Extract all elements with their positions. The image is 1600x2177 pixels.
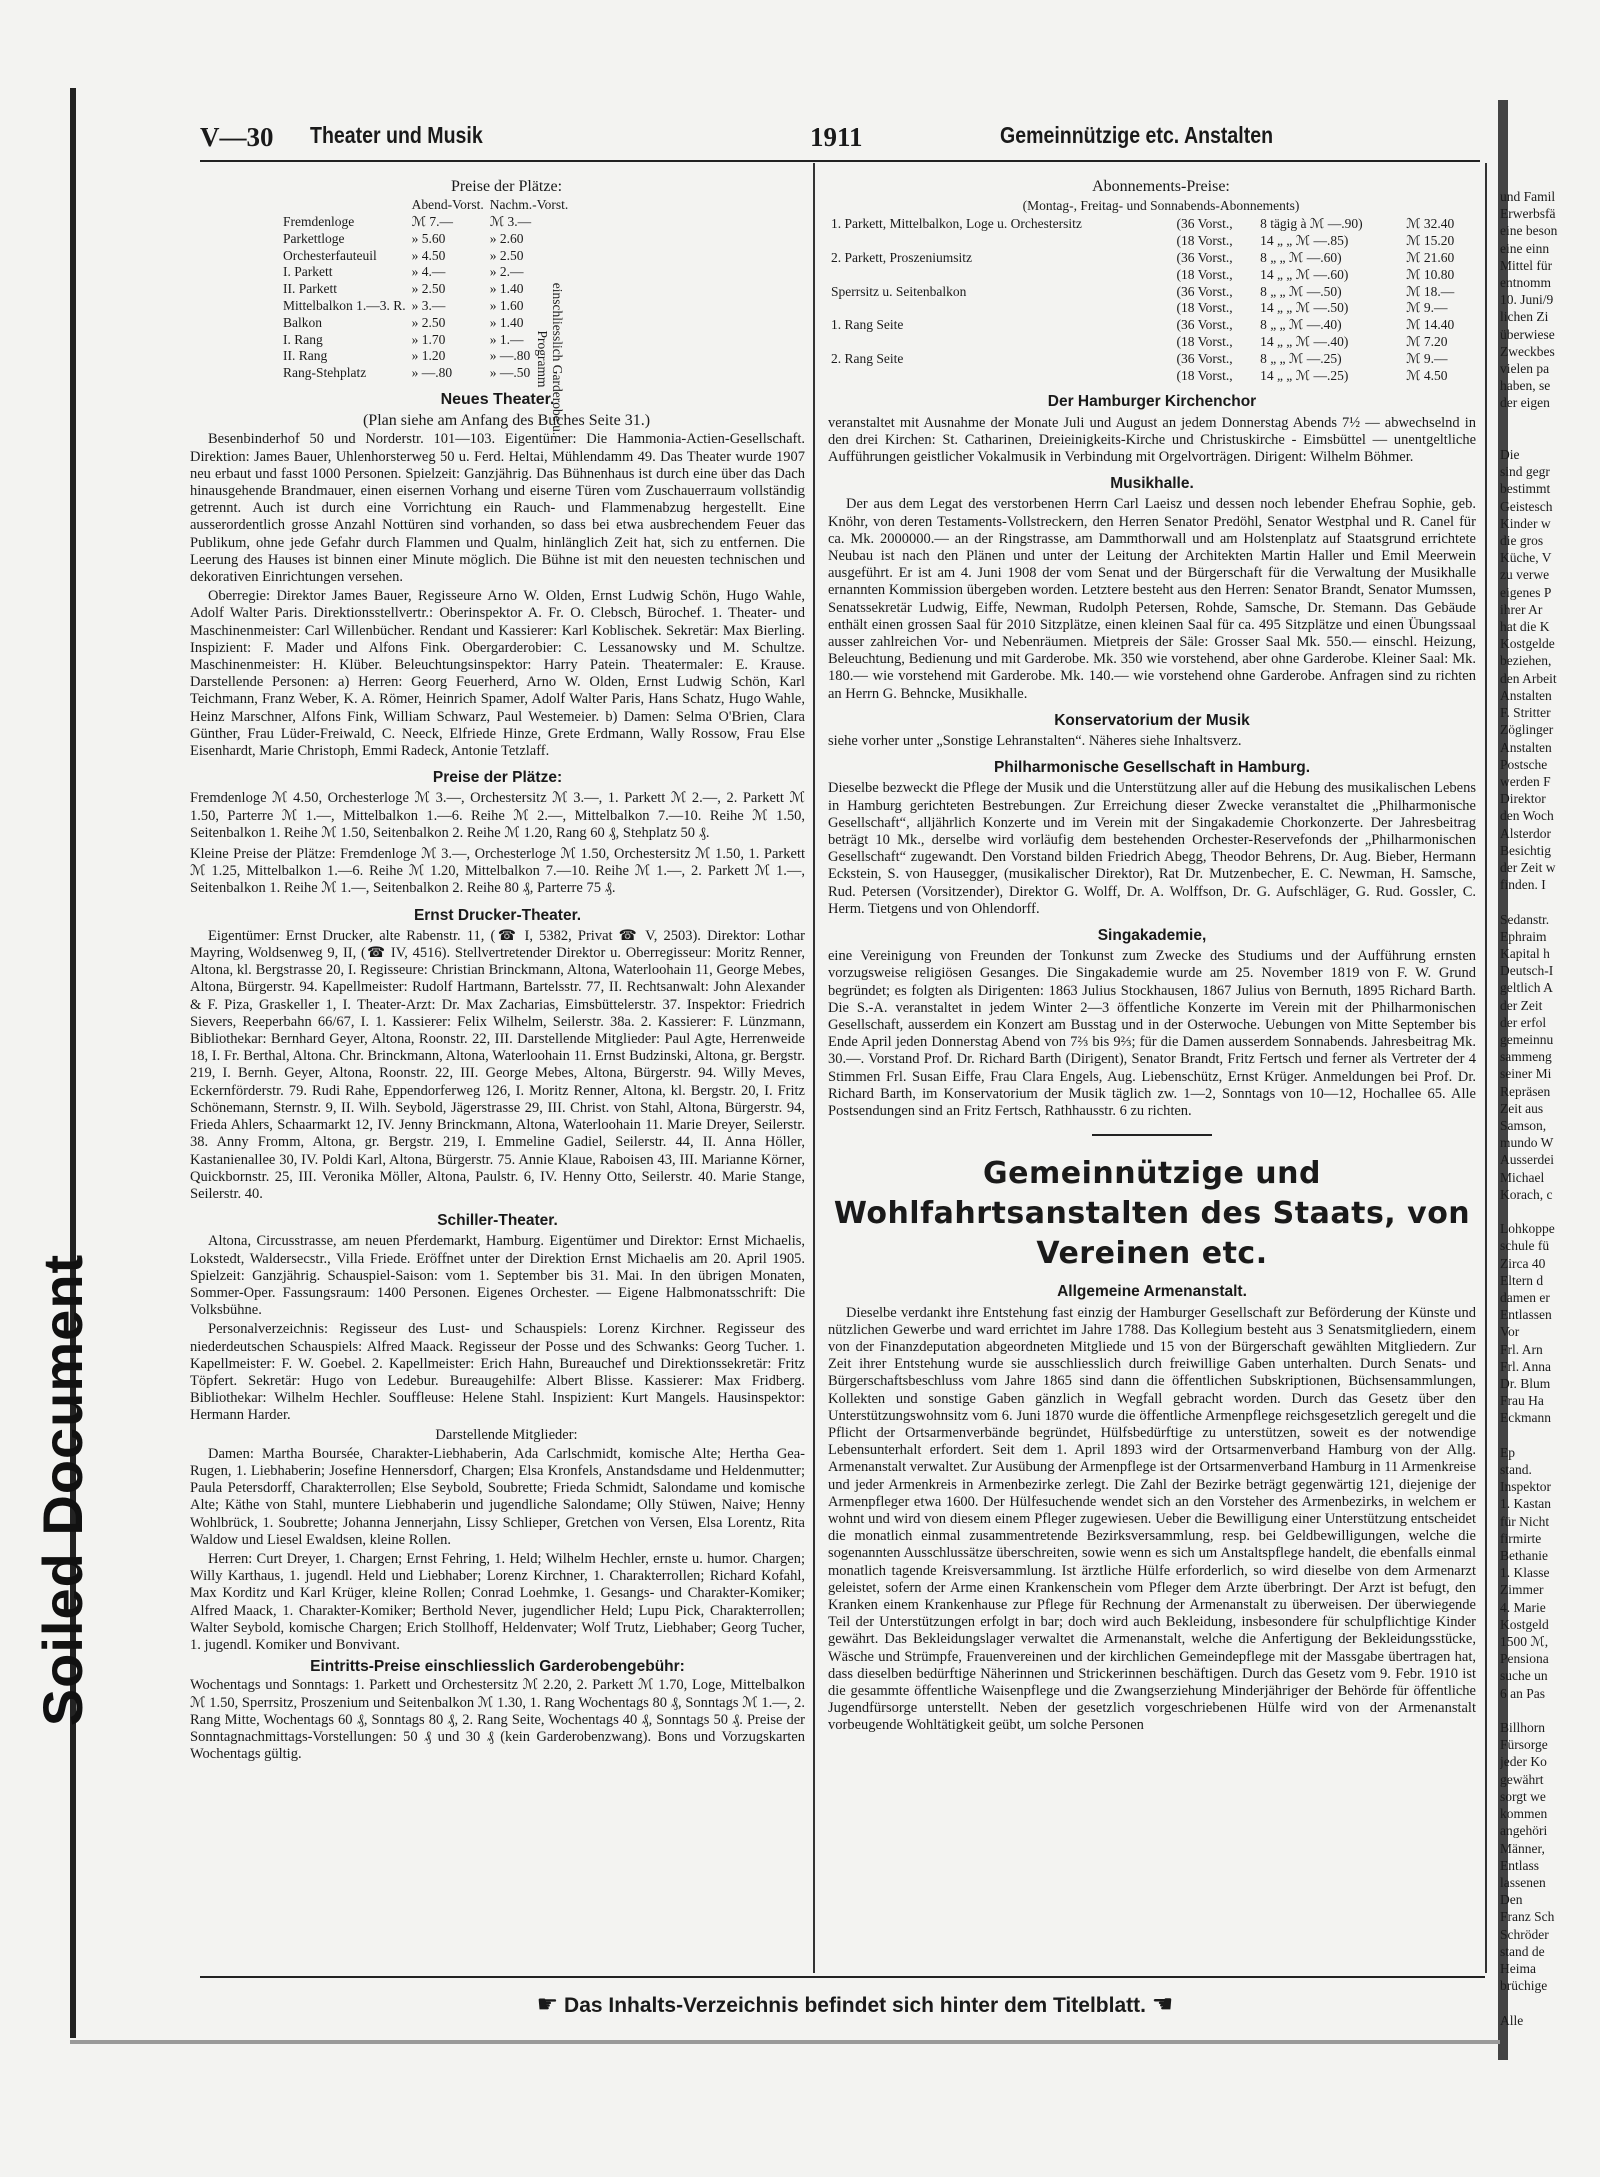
table-row: Balkon » 2.50 » 1.40 [283,314,524,330]
fragment-line: Kinder w [1500,515,1551,531]
section-title-schiller: Schiller-Theater. [437,1212,558,1230]
column-header: Nachm.-Vorst. [489,197,569,213]
fragment-line: Heima [1500,1960,1536,1976]
column-header: Abend-Vorst. [411,197,484,213]
fragment-line: Kostgeld [1500,1616,1549,1632]
fragment-line: Vor [1500,1324,1520,1340]
table-row: (18 Vorst., 14 „ „ ℳ —.40) ℳ 7.20 [1176,333,1448,349]
fragment-line: hat die K [1500,619,1550,635]
fragment-line [1500,1203,1595,1220]
table-row: Mittelbalkon 1.—3. R. » 3.— » 1.60 [283,297,524,313]
fragment-line: überwiese [1500,326,1555,342]
paragraph: eine Vereinigung von Freunden der Tonkunst zum Zwecke des Studiums und der Aufführung ernsten vorzugsweise religiösen Gesanges. Die Singakademie wurde am 25. November 1819 von F. W. Grund begründet; es folgten als Dirigenten: 1863 Julius Stockhausen, 1867 Julius von Bernuth, 1895 Richard Barth. Die S.-A. veranstaltet in jedem Winter 2—3 öffentliche Konzerte im Verein mit der Philharmonischen Gesellschaft, ausserdem ein Konzert am Busstag und in der Osterwoche. Uebungen von Mitte September bis Ende April jeden Donnerstag Abend von 7⅔ bis 9⅔; für die Damen ausserdem Sonnabends. Jahresbeitrag Mk. 30.—. Vorstand Prof. Dr. Richard Barth (Dirigent), Senator Brandt, Fritz Fertsch und ferner als Vertreter der 4 Stimmen Frl. Susan Eiffe, Frau Clara Engels, Aug. Liebenschütz, Ernst Krüger. Anmeldungen bei Prof. Dr. Richard Barth, im Konservatorium der Musik täglich zw. 1—2, Sonntags von 10—12, Hochallee 65. Alle Postsendungen sind an Fritz Fertsch, Rathhausstr. 6 zu richten. [828,948,1476,1120]
table-row: Fremdenloge ℳ 7.— ℳ 3.— [283,214,532,229]
fragment-line: Korach, c [1500,1186,1553,1202]
right-column-fragment [1500,188,1595,2029]
fragment-line: brüchige [1500,1978,1548,1994]
pointing-hand-right-icon: ☛ [536,1991,559,2018]
fragment-line: Kostgelde [1500,636,1555,652]
fragment-line: Michael [1500,1169,1545,1185]
fragment-line: Erwerbsfä [1500,206,1556,222]
fragment-line: Alsterdor [1500,825,1551,841]
fragment-line: eine einn [1500,240,1550,256]
fragment-line: Direktor [1500,791,1546,807]
paragraph: Personalverzeichnis: Regisseur des Lust- und Schauspiels: Lorenz Kirchner. Regisseur des niederdeutschen Schauspiels: Alfred Maack. Regisseur der Posse und des Schwanks: Georg Tucher. 1. Kapellmeister: F. W. Goebel. 2. Kapellmeister: Erich Hahn, Bureauchef und Direktionssekretär: Fritz Töpfert. Sekretär: Hugo von Ledebur. Bureaugehilfe: Albert Blisse. Kassierer: Max Fridberg. Bibliothekar: Wilhelm Hechler. Souffleuse: Helene Stahl. Inspizient: Kurt Mangels. Hausinspektor: Hermann Harder. [190,1321,805,1424]
fragment-line: Alle [1500,2012,1524,2028]
fragment-line: Den [1500,1892,1523,1908]
fragment-line: werden F [1500,773,1551,789]
scan-edge-left [70,88,76,2038]
fragment-line: gemeinnu [1500,1031,1554,1047]
fragment-line: Frl. Arn [1500,1341,1543,1357]
header-year: 1911 [810,122,863,152]
fragment-line: 4. Marie [1500,1599,1546,1615]
fragment-line: Entlassen [1500,1307,1552,1323]
fragment-line: Ephraim [1500,928,1547,944]
paragraph: siehe vorher unter „Sonstige Lehranstalten“. Näheres siehe Inhaltsverz. [828,733,1242,750]
fragment-line: damen er [1500,1290,1550,1305]
fragment-line: firmirte [1500,1530,1542,1546]
footer-note [280,1990,1430,2019]
table-row: 2. Rang Seite (36 Vorst., 8 „ „ ℳ —.25) ℳ 9.— [831,350,1448,366]
fragment-line: Geistesch [1500,498,1553,514]
fragment-line: suche un [1500,1668,1548,1684]
table-row: (18 Vorst., 14 „ „ ℳ —.85) ℳ 15.20 [1176,233,1455,249]
soiled-document-stamp: Soiled Document [31,1253,94,1727]
section-title-neues-theater: Neues Theater. [440,390,555,408]
fragment-line: der Zeit [1500,997,1543,1013]
paragraph: Oberregie: Direktor James Bauer, Regisseure Arno W. Olden, Ernst Ludwig Schön, Hugo Wahle, Adolf Walter Paris. Direktionsstellvertr.: Oberinspektor A. Fr. O. Clebsch, Bürochef. 1. Theater- und Maschinenmeister: Carl Willenbücher. Rendant und Kassierer: Karl Koblischek. Sekretär: Max Bierling. Inspizient: F. Mader und Alfons Fink. Obergarderobier: C. Lessanowsky und M. Schultze. Maschinenmeister: H. Klüber. Beleuchtungsinspektor: Harry Patein. Theatermaler: E. Krause. Darstellende Personen: a) Herren: Georg Feuerherd, Arno W. Olden, Ernst Ludwig Schön, Karl Teichmann, Franz Weber, K. A. Römer, Heinrich Spamer, Adolf Walter Paris, Hans Schatz, Hugo Wahle, Heinz Marschner, Alfons Fink, William Schwarz, Paul Westemeier. b) Damen: Selma O'Brien, Clara Günther, Frau Lüder-Freiwald, C. Neeck, Elfriede Hinze, Grete Erdmann, Wally Rossow, Frau Else Eisenhardt, Marie Christoph, Emmi Radeck, Antonie Tetzlaff. [190,588,805,760]
fragment-line: Deutsch-I [1500,963,1554,979]
paragraph: Dieselbe verdankt ihre Entstehung fast einzig der Hamburger Gesellschaft zur Beförderung der Künste und nützlichen Gewerbe und ward errichtet im Jahre 1788. Das Kollegium besteht aus 3 Senatsmitgliedern, einem von der Finanzdeputation abgeordneten Mitgliede und 15 von der Bürgerschaft gewählten Mitgliedern. Zur Zeit ihrer Entstehung wurde sie ausschliesslich durch freiwillige Gaben unterhalten. Durch Senats- und Bürgerschaftsbeschluss vom Jahre 1865 sind dann die öffentlichen Subskriptionen, Büchsensammlungen, Kollekten und sonstige Gaben gänzlich in Wegfall gebracht worden. Durch das Gesetz über den Unterstützungswohnsitz vom 6. Juni 1870 wurde die öffentliche Armenpflege reichsgesetzlich geregelt und die Pflicht der Ortsarmenverbände begründet, Hülfsbedürftige zu unterstützen, soweit es der notwendige Lebensunterhalt erfordert. Seit dem 1. April 1893 wird der Ortsarmenverband Hamburg von der Allg. Armenanstalt verwaltet. Zur Ausübung der Armenpflege ist der Ortsarmenverband Hamburg in 11 Armenkreise und jeder Armenkreis in Armenbezirke zerlegt. Die Zahl der Bezirke beträgt gegenwärtig 121, diejenige der Armenpfleger etwa 1600. Der Hülfesuchende wendet sich an den Vorsteher des Armenbezirks, in welchem er wohnt und wird von diesem einem Pfleger zugewiesen. Ueber die Bewilligung einer Unterstützung entscheidet die monatlich einmal zusammentretende Bezirksversammlung, resp. bei Geldbewilligungen, welche die sogenannten Ausschlussätze überschreiten, sowie wenn es sich um Anstaltspflege handelt, die ebenfalls einmal monatlich tagende Kreisversammlung. Ist ärztliche Hülfe erforderlich, so wird dieselbe von dem Armenarzt geleistet, sofern der Arme einen Krankenschein vom Pfleger dem Arzte überbringt. Der Arzt ist befugt, den Kranken einem Krankenhause zur Pflege für Rechnung der Armenanstalt zu überweisen. Der überwiegende Teil der Unterstützungen erfolgt in bar; doch wird auch Bekleidung, insbesondere für schulpflichtige Kinder gewährt. Das Bekleidungslager verwaltet die Armenanstalt, welche die Anfertigung der Bekleidungsstücke, Wäsche und Strümpfe, Frauenvereinen und der kirchlichen Gemeindepflege mit der Massgabe übertragen hat, dass dieselben bedürftige Näherinnen und Strickerinnen beschäftigen. Durch das Gesetz vom 9. Febr. 1910 ist die gesammte öffentliche Waisenpflege und die Zwangserziehung Minderjähriger der Behörde für öffentliche Jugendfürsorge unterstellt. Neben der gesetzlich vorgeschriebenen Hülfe wird von der Armenanstalt vorbeugende Wohltätigkeit geübt, um solche Personen [828,1304,1476,1734]
fragment-line: vielen pa [1500,361,1550,377]
fragment-line: beziehen, [1500,653,1552,669]
table-row: (18 Vorst., 14 „ „ ℳ —.60) ℳ 10.80 [1176,266,1455,282]
table-row: (18 Vorst., 14 „ „ ℳ —.25) ℳ 4.50 [1176,367,1448,383]
neues-theater-subtitle: (Plan siehe am Anfang des Buches Seite 31.) [362,412,651,430]
price-table-header [280,197,571,214]
fragment-line: Die [1500,447,1520,463]
fragment-line: Frau Ha [1500,1393,1544,1409]
fragment-line: mundo W [1500,1135,1554,1151]
page-number: V—30 [200,122,274,152]
fragment-line: die gros [1500,533,1544,549]
price-vertical-note: einschliesslich Garderobe u. Programm [535,282,565,436]
fragment-line: eine beson [1500,223,1558,239]
fragment-line: Postsche [1500,756,1548,772]
fragment-line: Pensiona [1500,1651,1549,1667]
fragment-line: haben, se [1500,378,1551,394]
paragraph: Besenbinderhof 50 und Norderstr. 101—103. Eigentümer: Die Hammonia-Actien-Gesellschaft. Direktion: James Bauer, Uhlenhorsterweg 50 u. Ferd. Heltai, Mühlendamm 49. Das Theater wurde 1907 neu erbaut und fasst 1000 Personen. Spielzeit: Ganzjährig. Das Bühnenhaus ist durch eine über das Dach hinausgehende Brandmauer, einen eisernen Vorhang und eiserne Türen vom Zuschauerraum vollständig getrennt. Auch ist durch eine Vorrichtung ein Rauch- und Flammenabzug hergestellt. Eine ausserordentlich grosse Anzahl Nottüren sind vorhanden, so dass bei etwa ausbrechendem Feuer das Publikum, ohne jede Gefahr durch Flammen und Qualm, hinlänglich Zeit hat, sich zu entfernen. Die Leerung des Hauses ist binnen einer Minute möglich. Die Bühne ist mit den neuesten technischen und dekorativen Einrichtungen versehen. [190,431,805,585]
footer-rule [200,1976,1485,1978]
fragment-line: F. Stritter [1500,705,1551,721]
fragment-line: Dr. Blum [1500,1376,1551,1392]
fragment-line: Inspektor [1500,1479,1551,1495]
paragraph: veranstaltet mit Ausnahme der Monate Juli und August an jedem Donnerstag Abends 7½ — abwechselnd in den drei Kirchen: St. Catharinen, Dreieinigkeits-Kirche und Christuskirche - Eimsbüttel — unentgeltliche Aufführungen geistlicher Vokalmusik in Verbindung mit Orgelvorträgen. Dirigent: Wilhelm Böhmer. [828,414,1476,465]
paragraph: Eigentümer: Ernst Drucker, alte Rabenstr. 11, (☎ I, 5382, Privat ☎ V, 2503). Direktor: Lothar Mayring, Woldsenweg 9, II, (☎ IV, 4516). Stellvertretender Direktor u. Oberregisseur: Moritz Renner, Altona, kl. Bergstrasse 20, I. Regisseure: Christian Brinckmann, Altona, Waterloohain 11, George Mebes, Altona, Bürgerstr. 94. Kapellmeister: Rudolf Hartmann, Bartelsstr. 77, II. Rechtsanwalt: John Alexander & F. Piza, Graskeller 1, I. Theater-Arzt: Dr. Max Zacharias, Eimsbüttelerstr. 37. Inspektor: Friedrich Sievers, Reeperbahn 66/67, I. 1. Kassierer: Felix Wilhelm, Seilerstr. 38a. 2. Kassierer: F. Lünzmann, Bibliothekar: Bernhard Geyer, Altona, Roonstr. 22, III. Darstellende Mitglieder: Paul Agte, Herrenweide 18, I. Fr. Berthal, Altona. Chr. Brinckmann, Altona, Waterloohain 11. Ernst Budzinski, Altona, gr. Bergstr. 219, I. Bernh. Geyer, Altona, Roonstr. 22, III. George Mebes, Altona, Bürgerstr. 94. Willy Meves, Eckernförderstr. 79. Rudi Rahe, Eppendorferweg 126, I. Moritz Renner, Altona, kl. Bergstr. 20, I. Fritz Schönemann, Sternstr. 9, II. Wilh. Seybold, Jägerstrasse 29, III. Christ. von Stahl, Altona, Bürgerstr. 94, Frieda Ahlers, Schaarmarkt 12, IV. Jenny Brinckmann, Altona, Waterloohain 11. Marie Dreyer, Seilerstr. 38. Anny Fromm, Altona, gr. Bergstr. 219, I. Emmeline Gadiel, Seilerstr. 44, II. Anna Höller, Kastanienallee 30, IV. Poldi Karl, Altona, Bürgerstr. 75. Annie Klaue, Raboisen 43, III. Marianne Körner, Quickbornstr. 25, III. Veronika Möller, Altona, Paulstr. 6, IV. Henny Otto, Seilerstr. 40. Marie Stange, Seilerstr. 40. [190,927,805,1202]
fragment-line: angehöri [1500,1823,1548,1839]
members-heading: Darstellende Mitglieder: [435,1426,578,1443]
fragment-line [1500,1994,1595,2011]
middle-column [828,178,1476,1737]
fragment-line [1500,412,1595,429]
fragment-line: Zweckbes [1500,343,1555,359]
fragment-line: der eigen [1500,395,1550,411]
fragment-line: Repräsen [1500,1083,1551,1099]
fragment-line: stand de [1500,1943,1545,1959]
fragment-line: Frl. Anna [1500,1358,1552,1374]
table-row: II. Parkett » 2.50 » 1.40 [283,281,524,297]
table-row: (18 Vorst., 14 „ „ ℳ —.50) ℳ 9.— [1176,300,1448,316]
fragment-line: sammeng [1500,1049,1552,1065]
fragment-line: ihrer Ar [1500,601,1543,617]
column-rule [1485,163,1487,1973]
price-heading: Preise der Plätze: [450,178,563,195]
table-row: Orchesterfauteuil » 4.50 » 2.50 [283,247,524,263]
fragment-line: Billhorn [1500,1720,1546,1736]
table-row: 2. Parkett, Proszeniumsitz (36 Vorst., 8 „ „ ℳ —.60) ℳ 21.60 [831,250,1455,265]
section-title-musikhalle: Musikhalle. [1110,475,1194,493]
document-page [180,118,1558,2038]
fragment-line: zu verwe [1500,567,1550,583]
fragment-line: 1. Klasse [1500,1565,1550,1581]
fragment-line: sorgt we [1500,1788,1546,1804]
section-title-philharmonie: Philharmonische Gesellschaft in Hamburg. [993,759,1311,777]
paragraph: Dieselbe bezweckt die Pflege der Musik und die Unterstützung aller auf die Hebung des musikalischen Lebens in Hamburg gerichteten Bestrebungen. Zur Erreichung dieser Zwecke veranstaltet die „Philharmonische Gesellschaft“, alljährlich Konzerte und im Verein mit der Singakademie Chorkonzerte. Der Jahresbeitrag beträgt 10 Mk., derselbe wird vorläufig dem bestehenden Orchester-Reservefonds der „Philharmonischen Gesellschaft“ zugewandt. Den Vorstand bilden Friedrich Abegg, Theodor Behrens, Dr. Aug. Bieber, Hermann Eckstein, S. von Hausegger, (musikalischer Direktor), Rat Dr. Mutzenbecher, E. C. Newman, H. Samsche, Rud. Petersen (Vorsitzender), Direktor G. Wolff, Dr. A. Wolffson, Dr. G. Aufschläger, G. Rud. Gossler, C. Herm. Tietgens und von Ohlendorff. [828,780,1476,917]
fragment-line: den Woch [1500,808,1554,824]
fragment-line: Entlass [1500,1857,1539,1873]
fragment-line: Anstalten [1500,739,1552,755]
fragment-line: schule fü [1500,1238,1550,1254]
fragment-line: Zirca 40 [1500,1255,1546,1271]
fragment-line: 1500 ℳ, [1500,1634,1549,1650]
fragment-line: Anstalten [1500,687,1552,703]
fragment-line: 10. Juni/9 [1500,292,1554,308]
section-title-entry-prices: Eintritts-Preise einschliesslich Garderobengebühr: [310,1658,685,1676]
table-row: II. Rang » 1.20 » —.80 [283,348,531,364]
fragment-line: lassenen [1500,1874,1546,1890]
fragment-line [1500,1427,1595,1444]
fragment-line: seiner Mi [1500,1066,1552,1082]
fragment-line: stand. [1500,1462,1532,1478]
fragment-line: Fürsorge [1500,1737,1548,1753]
section-title-prices: Preise der Plätze: [432,769,563,787]
fragment-line: Ausserdei [1500,1152,1554,1168]
pointing-hand-left-icon: ☚ [1151,1991,1174,2018]
fragment-line: den Arbeit [1500,670,1557,686]
table-row: I. Parkett » 4.— » 2.— [283,264,524,280]
fragment-line: Eckmann [1500,1410,1551,1426]
fragment-line: Schröder [1500,1926,1549,1942]
fragment-line: Ep [1500,1444,1515,1460]
fragment-line: 6 an Pas [1500,1685,1545,1701]
fragment-line: Besichtig [1500,842,1551,858]
table-row: Sperrsitz u. Seitenbalkon (36 Vorst., 8 „ „ ℳ —.50) ℳ 18.— [831,283,1455,299]
running-header [200,118,1480,162]
fragment-line: jeder Ko [1500,1754,1547,1770]
left-column [190,178,805,1765]
fragment-line: Franz Sch [1500,1909,1555,1925]
header-title-left: Theater und Musik [310,122,483,148]
table-row: 1. Parkett, Mittelbalkon, Loge u. Orchestersitz (36 Vorst., 8 tägig à ℳ —.90) ℳ 32.40 [831,216,1455,232]
paragraph: Damen: Martha Boursée, Charakter-Liebhaberin, Ada Carlschmidt, komische Alte; Hertha Gea-Rugen, 1. Liebhaberin; Josefine Hennersdorf, Chargen; Elsa Kronfels, Anstandsdame und Heldenmutter; Paula Petersdorff, Charakterrollen; Else Seybold, Soubrette; Frieda Schmidt, Salondame und komische Alte; Käthe von Stahl, muntere Liebhaberin und jugendliche Salondame; Olly Stüwen, Naive; Henny Wohlbrück, 1. Soubrette; Johanna Jennerjahn, Lissy Schlieper, Gretchen von Versen, Elsa Lorentz, Rita Waldow und Liesel Ewaldsen, kleine Rollen. [190,1445,805,1548]
fragment-line [1500,893,1595,910]
fragment-line: Zimmer [1500,1582,1544,1598]
fragment-line: Bethanie [1500,1548,1548,1564]
section-title-konservatorium: Konservatorium der Musik [1054,711,1250,729]
scan-edge-bottom [70,2040,1500,2044]
fragment-line: der erfol [1500,1014,1547,1030]
section-title-singakademie: Singakademie, [1097,927,1207,945]
fragment-line: für Nicht [1500,1513,1550,1529]
table-row: Rang-Stehplatz » —.80 » —.50 [283,365,531,381]
fragment-line: entnomm [1500,275,1551,291]
paragraph: Altona, Circusstrasse, am neuen Pferdemarkt, Hamburg. Eigentümer und Direktor: Ernst Michaelis, Lokstedt, Waldersecstr., Villa Friede. Eröffnet unter der Direktion Ernst Michaelis am 20. April 1905. Spielzeit: Ganzjährig. Schauspiel-Saison: vom 1. September bis 31. Mai. In den übrigen Monaten, Sommer-Oper. Fassungsraum: 1400 Personen. Eigenes Orchester. — Eigene Halbmonatsschrift: Die Volksbühne. [190,1233,805,1319]
fragment-line: Samson, [1500,1117,1547,1133]
fragment-line: geltlich A [1500,980,1553,996]
abo-subtitle: (Montag-, Freitag- und Sonnabends-Abonnements) [1022,198,1300,214]
fragment-line: bestimmt [1500,481,1551,497]
fragment-line: der Zeit w [1500,859,1556,875]
header-title-right: Gemeinnützige etc. Anstalten [1000,122,1274,148]
paragraph: Kleine Preise der Plätze: Fremdenloge ℳ 3.—, Orchesterloge ℳ 1.50, Orchestersitz ℳ 1.50, 1. Parkett ℳ 1.25, Mittelbalkon 1.—6. Reihe ℳ 1.20, Mittelbalkon 7.—10. Reihe ℳ 1.—, 2. Parkett ℳ 1.—, Seitenbalkon 1. Reihe ℳ 1.—, Seitenbalkon 2. Reihe 80 ₰, Parterre 75 ₰. [190,846,805,897]
fragment-line: sind gegr [1500,464,1550,480]
fragment-line: Küche, V [1500,550,1552,566]
abo-heading: Abonnements-Preise: [1092,178,1230,195]
fragment-line [1500,1702,1595,1719]
fragment-line: lichen Zi [1500,309,1549,325]
section-title-kirchenchor: Der Hamburger Kirchenchor [1047,393,1257,411]
fragment-line: Männer, [1500,1840,1545,1856]
fragment-line: Zeit aus [1500,1100,1544,1116]
paragraph: Herren: Curt Dreyer, 1. Chargen; Ernst Fehring, 1. Held; Wilhelm Hechler, ernste u. humor. Chargen; Willy Karthaus, 1. jugendl. Held und Liebhaber; Lorenz Kirchner, 1. Charakterrollen; Richard Kofahl, Max Korditz und Karl Krüger, kleine Rollen; Conrad Loehmke, 1. Gesangs- und Charakter-Komiker; Alfred Maack, 1. Charakter-Komiker; Berthold Never, jugendlicher Held; Lupu Pick, Charakterrollen; Walter Seybold, komische Chargen; Erich Stollhoff, Heldenvater; Wolf Trutz, Liebhaber; Georg Tucher, 1. jugendl. Komiker und Bonvivant. [190,1550,805,1653]
fragment-line: Eltern d [1500,1272,1544,1288]
price-table [280,197,571,382]
paragraph: Der aus dem Legat des verstorbenen Herrn Carl Laeisz und dessen noch lebender Ehefrau Sophie, geb. Knöhr, von deren Testaments-Vollstreckern, den Herren Senator Predöhl, Senator Westphal und R. Canel für ca. Mk. 2000000.— an der Ringstrasse, am Dammthorwall und am Holstenplatz auf Staatsgrund errichtete Neubau ist nach den Plänen und unter der Leitung der Architekten Martin Haller und Emil Meerwein ausgeführt. Er ist am 4. Juni 1908 der vom Senat und der Bürgerschaft für die Verwaltung der Musikhalle ernannten Kommission übergeben worden. Letztere besteht aus den Herren: Senator Brandt, Senator Mumssen, Senatssekretär Ludwig, Eiffe, Newman, Rudolph Petersen, Rohde, Samsche, Dr. Stemann. Das Gebäude enthält einen grossen Saal für 2010 Sitzplätze, einen kleinen Saal für ca. 495 Sitzplätze und einen Übungssaal ausser zahlreichen Vor- und Nebenräumen. Mietpreis der Säle: Grosser Saal Mk. 550.— einschl. Heizung, Beleuchtung, Bedienung und mit Garderobe. Mk. 350 wie vorstehend, aber ohne Garderobe. Kleiner Saal: Mk. 180.— wie vorstehend mit Garderobe. Mk. 140.— wie vorstehend ohne Garderobe. Anfragen sind zu richten an Herrn G. Behncke, Musikhalle. [828,496,1476,702]
fragment-line: Kapital h [1500,945,1550,961]
table-row: 1. Rang Seite (36 Vorst., 8 „ „ ℳ —.40) ℳ 14.40 [831,317,1455,333]
section-title-armenanstalt: Allgemeine Armenanstalt. [1057,1283,1247,1301]
section-divider [1092,1134,1212,1136]
section-title-drucker: Ernst Drucker-Theater. [413,906,582,924]
fragment-line: gewährt [1500,1771,1544,1787]
chapter-heading: Gemeinnützige und Wohlfahrtsanstalten des Staats, von Vereinen etc. [833,1156,1471,1272]
fragment-line [1500,429,1595,446]
fragment-line: finden. I [1500,877,1546,893]
table-row: Parkettloge » 5.60 » 2.60 [283,230,524,246]
paragraph: Wochentags und Sonntags: 1. Parkett und Orchestersitz ℳ 2.20, 2. Parkett ℳ 1.70, Loge, Mittelbalkon ℳ 1.50, Sperrsitz, Proszenium und Seitenbalkon ℳ 1.30, 1. Rang Wochentags 80 ₰, Sonntags ℳ 1.—, 2. Rang Mitte, Wochentags 60 ₰, Sonntags 80 ₰, 2. Rang Seite, Wochentags 40 ₰, Sonntags 50 ₰. Preise der Sonntagnachmittags-Vorstellungen: 50 ₰ und 30 ₰ (kein Garderobenzwang). Bons und Vorzugskarten Wochentags gültig. [190,1677,805,1763]
fragment-line: Sedanstr. [1500,911,1550,927]
abo-table [828,216,1476,384]
column-rule [813,163,815,1973]
table-row: I. Rang » 1.70 » 1.— [283,331,524,347]
fragment-line: eigenes P [1500,584,1552,600]
paragraph: Fremdenloge ℳ 4.50, Orchesterloge ℳ 3.—, Orchestersitz ℳ 3.—, 1. Parkett ℳ 2.—, 2. Parkett ℳ 1.50, Parterre ℳ 1.—, Mittelbalkon 1.—6. Reihe ℳ 2.—, Mittelbalkon 7.—10. Reihe ℳ 1.50, Seitenbalkon 1. Reihe ℳ 1.50, Seitenbalkon 2. Reihe ℳ 1.20, Rang 60 ₰, Stehplatz 50 ₰. [190,790,805,841]
footer-text: Das Inhalts-Verzeichnis befindet sich hinter dem Titelblatt. [564,1994,1146,2017]
fragment-line: 1. Kastan [1500,1496,1551,1512]
fragment-line: Lohkoppe [1500,1221,1555,1237]
fragment-line: Mittel für [1500,257,1553,273]
fragment-line: kommen [1500,1806,1548,1822]
fragment-line: und Famil [1500,189,1556,204]
fragment-line: Zöglinger [1500,722,1554,738]
